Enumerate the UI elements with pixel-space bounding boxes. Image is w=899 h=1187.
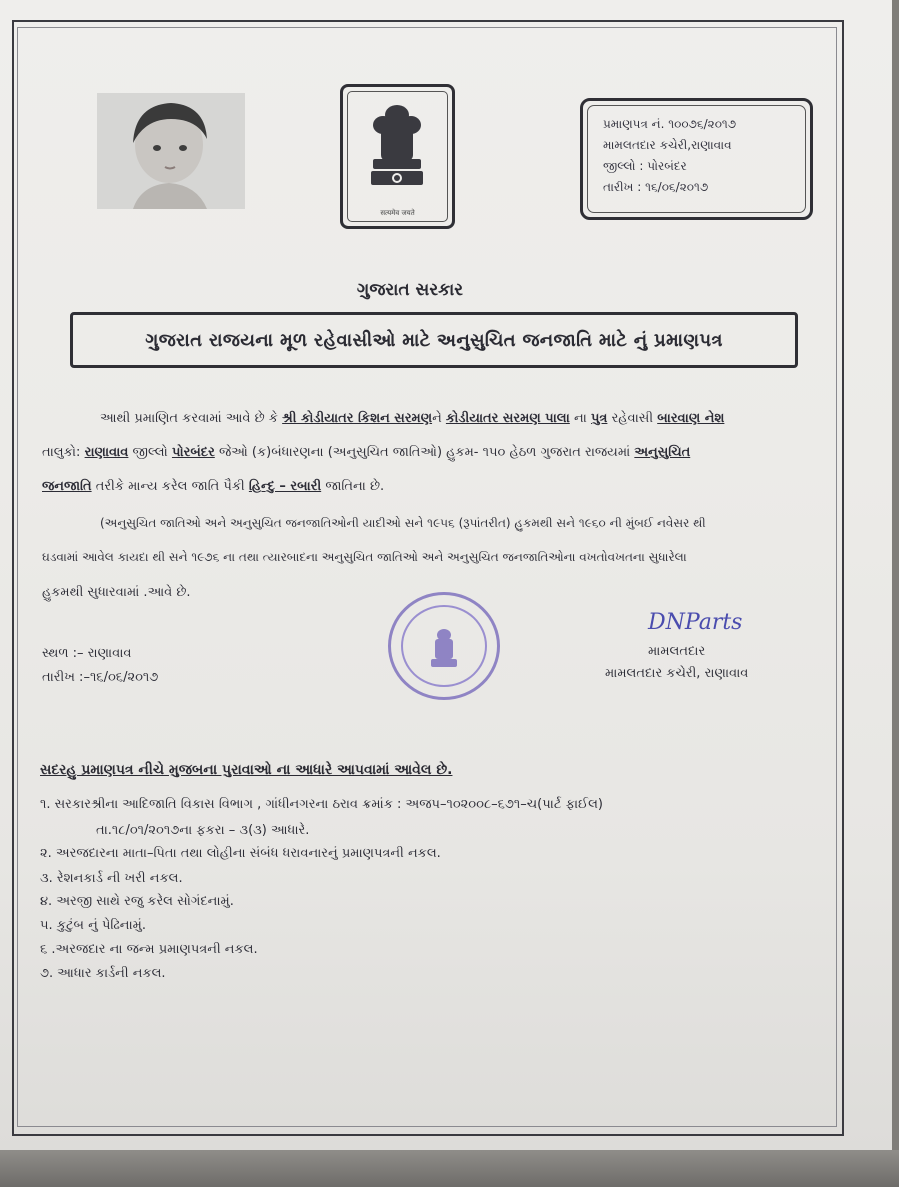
taluka: રાણાવાવ (84, 445, 129, 460)
page-edge (0, 1150, 899, 1187)
district: જીલ્લો : પોરબંદર (603, 159, 687, 173)
documents-heading: સદરહુ પ્રમાણપત્ર નીચે મુજબના પુરાવાઓ ના આધારે આપવામાં આવેલ છે. (40, 762, 453, 778)
office-seal-stamp (388, 592, 500, 700)
list-item: ૬ .અરજદાર ના જન્મ પ્રમાણપત્રની નકલ. (40, 942, 258, 957)
list-item: ૫. કુટુંબ નું પેઢિનામું. (40, 918, 146, 933)
list-item: તા.૧૮/૦૧/૨૦૧૭ના ફકરા – ૩(૩) આધારે. (96, 823, 310, 838)
body-text: તાલુકો: (42, 445, 81, 460)
body-text: ના (573, 411, 587, 426)
emblem-motto: सत्यमेव जयते (380, 209, 415, 217)
category: અનુસુચિત (634, 445, 691, 460)
page-edge (892, 0, 899, 1150)
body-line-6: હુકમથી સુધારવામાં .આવે છે. (42, 585, 191, 600)
certificate-number: પ્રમાણપત્ર નં. ૧૦૦૭૬/૨૦૧૭ (603, 117, 737, 131)
caste: હિન્દુ – રબારી (248, 479, 322, 494)
officer-title: મામલતદાર (648, 644, 706, 659)
reference-box (580, 98, 813, 220)
place: સ્થળ :– રાણાવાવ (42, 646, 132, 661)
list-item: ૨. અરજદારના માતા–પિતા તથા લોહીના સંબંધ ધરાવનારનું પ્રમાણપત્રની નકલ. (40, 846, 441, 861)
applicant-photo (97, 93, 245, 209)
seal-emblem-icon (391, 595, 497, 697)
child-portrait-image (97, 93, 245, 209)
body-line-1 (100, 411, 724, 426)
list-item: ૧. સરકારશ્રીના આદિજાતિ વિકાસ વિભાગ , ગાંધીનગરના ઠરાવ ક્રમાંક : અજપ–૧૦૨૦૦૮–૬૭૧–ચ(પાર્ટ ફાઈલ) (40, 797, 603, 812)
issue-date: તારીખ : ૧૬/૦૬/૨૦૧૭ (603, 180, 709, 194)
body-text: જાતિના છે. (325, 479, 385, 494)
list-item: ૪. અરજી સાથે રજુ કરેલ સોગંદનામું. (40, 894, 234, 909)
government-heading: ગુજરાત સરકાર (356, 280, 464, 300)
father-name: કોડીયાતર સરમણ પાલા (445, 411, 570, 426)
body-line-5: ઘડવામાં આવેલ કાયદા થી સને ૧૯૭૬ ના તથા ત્યારબાદના અનુસુચિત જાતિઓ અને અનુસુચિત જનજાતિઓના વખતોવખતના સુધારેલા (42, 550, 687, 564)
officer-office: મામલતદાર કચેરી, રાણાવાવ (605, 666, 749, 681)
list-item: ૭. આધાર કાર્ડની નકલ. (40, 966, 166, 981)
body-line-4: (અનુસુચિત જાતિઓ અને અનુસુચિત જનજાતિઓની યાદીઓ સને ૧૯૫૬ (રૂપાંતરીત) હુકમથી સને ૧૯૬૦ ની મુંબઈ નવેસર થી (100, 516, 706, 530)
footer-date: તારીખ :–૧૬/૦૬/૨૦૧૭ (42, 670, 159, 685)
body-text: રહેવાસી (611, 411, 654, 426)
applicant-name: શ્રી કોડીયાતર કિશન સરમણ (282, 411, 433, 426)
emblem-frame (340, 84, 455, 229)
body-text: આથી પ્રમાણિત કરવામાં આવે છે કે (100, 411, 278, 426)
body-line-2 (42, 445, 690, 460)
relation: પુત્ર (590, 411, 608, 426)
certificate-title-text: ગુજરાત રાજયના મૂળ રહેવાસીઓ માટે અનુસુચિત જનજાતિ માટે નું પ્રમાણપત્ર (145, 329, 723, 351)
district-name: પોરબંદર (171, 445, 215, 460)
body-line-3 (42, 479, 384, 494)
category: જનજાતિ (42, 479, 92, 494)
ashoka-emblem-icon (343, 93, 452, 203)
body-text: જીલ્લો (132, 445, 168, 460)
body-text: જેઓ (ક)બંધારણના (અનુસુચિત જાતિઓ) હુકમ- ૧૫૦ હેઠળ ગુજરાત રાજયમાં (218, 445, 631, 460)
list-item: ૩. રેશનકાર્ડ ની ખરી નકલ. (40, 871, 183, 886)
body-text: તરીકે માન્ય કરેલ જાતિ પૈકી (95, 479, 245, 494)
issuing-office: મામલતદાર કચેરી,રાણાવાવ (603, 138, 732, 152)
body-text: ને (432, 411, 442, 426)
certificate-title (70, 312, 798, 368)
officer-signature: DNParts (648, 610, 743, 635)
village: બારવાણ નેશ (657, 411, 725, 426)
